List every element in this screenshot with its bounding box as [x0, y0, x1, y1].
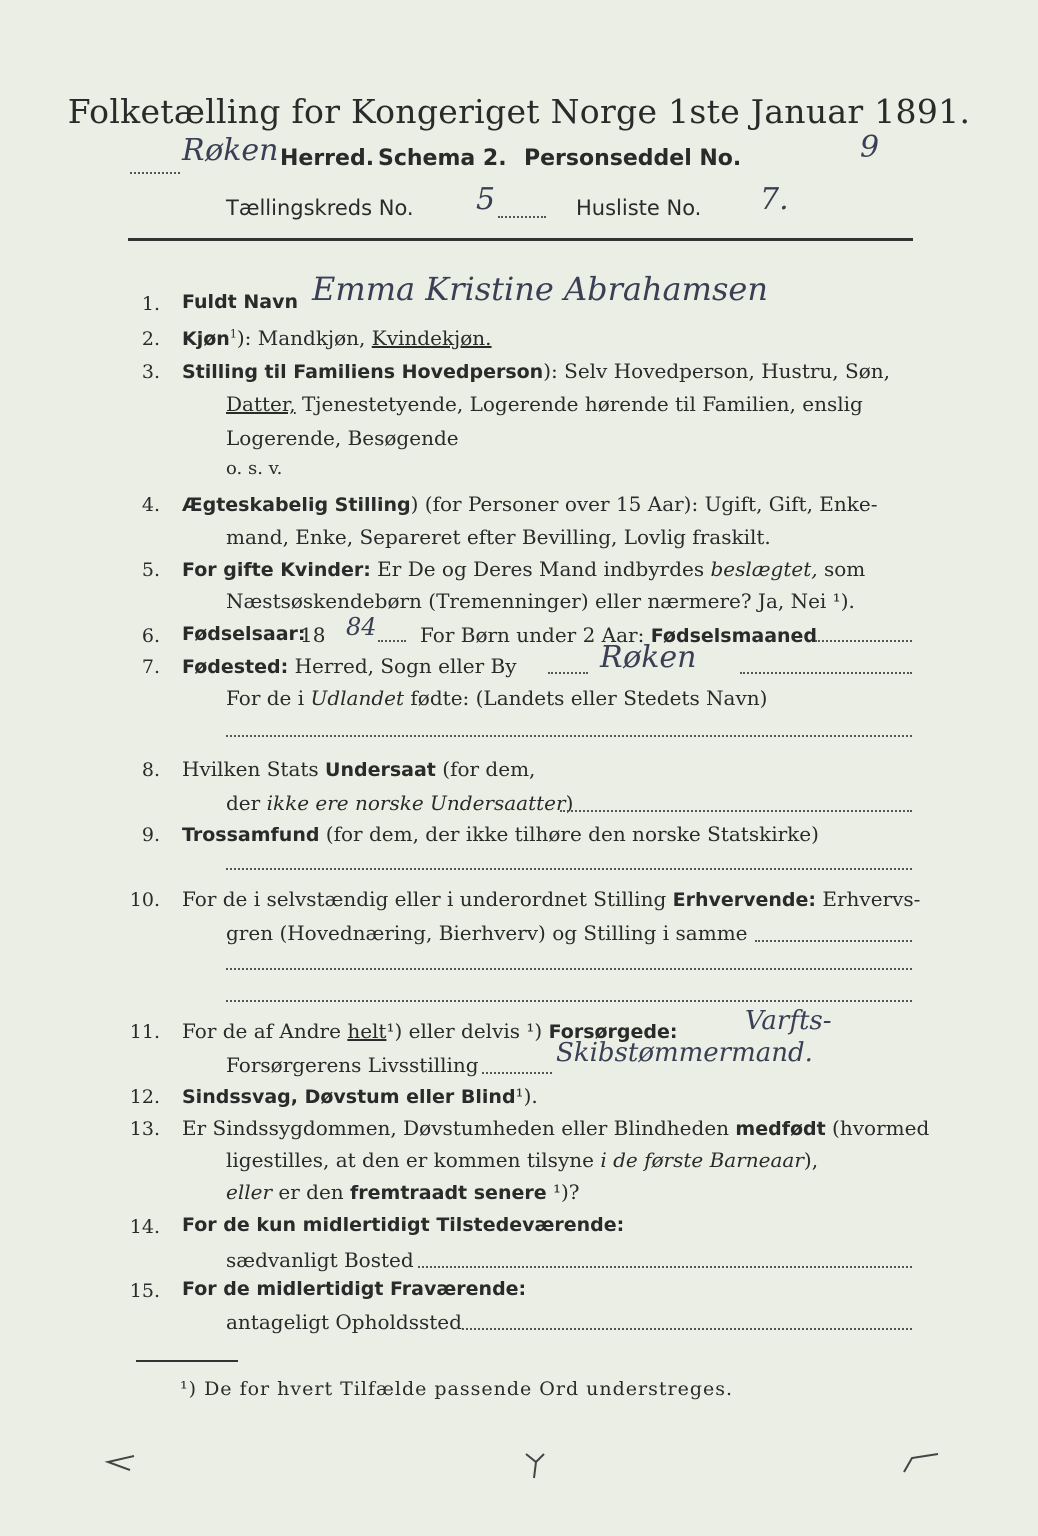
q11-text-a: For de af Andre	[182, 1019, 348, 1043]
q10-label: Erhvervende:	[672, 889, 817, 911]
q5-number: 5.	[141, 559, 160, 581]
q4-number: 4.	[141, 494, 160, 516]
q3-number: 3.	[141, 361, 160, 383]
q7-line2-b: fødte: (Landets eller Stedets Navn)	[404, 686, 768, 710]
q13-number: 13.	[129, 1118, 160, 1140]
personseddel-label: Personseddel No.	[524, 146, 742, 171]
q6-prefix: 18	[300, 623, 326, 647]
q9-text: (for dem, der ikke tilhøre den norske Statskirke)	[319, 822, 819, 846]
q8-text-b: (for dem,	[435, 757, 536, 781]
herred-label: Herred.	[280, 146, 375, 171]
q13-line3-italic: eller	[226, 1180, 273, 1204]
q7-line	[182, 654, 517, 678]
q8-number: 8.	[141, 759, 160, 781]
corner-mark-icon	[100, 1448, 140, 1478]
q5-text-b: som	[817, 557, 866, 581]
q3-line2-text: Tjenestetyende, Logerende hørende til Familien, enslig	[295, 392, 863, 416]
schema-label: Schema 2.	[378, 146, 507, 171]
personseddel-value: 9	[860, 130, 880, 165]
q13-text-a: Er Sindssygdommen, Døvstumheden eller Blindheden	[182, 1116, 736, 1140]
footnote-rule	[136, 1360, 238, 1362]
q13-line	[182, 1116, 929, 1140]
kreds-label: Tællingskreds No.	[226, 196, 414, 220]
q2-label: Kjøn	[182, 328, 230, 350]
q8-text-a: Hvilken Stats	[182, 757, 326, 781]
dotted-line	[740, 672, 912, 674]
q7-number: 7.	[141, 656, 160, 678]
q7-label: Fødested:	[182, 656, 289, 678]
q1-number: 1.	[141, 293, 160, 315]
q7-line2-italic: Udlandet	[310, 686, 405, 710]
q6-label2: Fødselsmaaned	[650, 625, 818, 647]
q8-line2-b: )	[565, 791, 574, 815]
q13-text-b: (hvormed	[825, 1116, 930, 1140]
husliste-value: 7.	[760, 182, 789, 217]
q8-label: Undersaat	[325, 759, 436, 781]
q2-underlined: Kvindekjøn.	[371, 326, 492, 350]
dotted-line	[548, 672, 588, 674]
q1-name-value: Emma Kristine Abrahamsen	[312, 270, 768, 308]
q5-line	[182, 557, 865, 581]
q10-line2: gren (Hovednæring, Bierhverv) og Stilling i samme	[226, 921, 748, 945]
q3-line3: Logerende, Besøgende	[226, 426, 459, 450]
q11-value: Varfts-	[745, 1006, 832, 1036]
q8-line2-a: der	[226, 791, 267, 815]
q8-line	[182, 757, 535, 781]
q7-place-value: Røken	[600, 640, 697, 675]
q15-line2: antageligt Opholdssted	[226, 1310, 462, 1334]
q11-helt: helt	[347, 1019, 387, 1043]
q6-label: Fødselsaar:	[182, 623, 306, 645]
kreds-value: 5	[476, 182, 496, 217]
q9-label: Trossamfund	[182, 824, 320, 846]
dotted-line	[462, 1328, 912, 1330]
q4-label: Ægteskabelig Stilling	[182, 494, 411, 516]
q11-label: Forsørgede:	[548, 1021, 678, 1043]
dotted-line	[226, 1000, 912, 1002]
q11-text-b: ¹) eller delvis ¹)	[386, 1019, 549, 1043]
dotted-line	[482, 1072, 552, 1074]
q13-line3-a: er den	[272, 1180, 351, 1204]
q15-number: 15.	[129, 1280, 160, 1302]
q13-line3-b: ¹)?	[546, 1180, 580, 1204]
dotted-line	[130, 172, 180, 174]
q1-label: Fuldt Navn	[182, 291, 299, 313]
q14-line2: sædvanligt Bosted	[226, 1248, 414, 1272]
dotted-line	[226, 735, 912, 737]
q13-line2	[226, 1148, 818, 1172]
q13-line2-a: ligestilles, at den er kommen tilsyne	[226, 1148, 601, 1172]
q14-label: For de kun midlertidigt Tilstedeværende:	[182, 1214, 625, 1236]
q6-text: For Børn under 2 Aar:	[420, 623, 651, 647]
q7-text: Herred, Sogn eller By	[288, 654, 517, 678]
q7-line2	[226, 686, 767, 710]
q12-label: Sindssvag, Døvstum eller Blind	[182, 1086, 516, 1108]
q4-line	[182, 492, 878, 516]
q3-datter: Datter,	[226, 392, 296, 416]
q11-number: 11.	[129, 1021, 160, 1043]
q3-line2	[226, 392, 863, 416]
dotted-line	[560, 810, 912, 812]
q11-value2: Skibstømmermand.	[556, 1038, 813, 1068]
husliste-label: Husliste No.	[576, 196, 702, 220]
q4-line2: mand, Enke, Separeret efter Bevilling, Lovlig fraskilt.	[226, 525, 771, 549]
q4-text: ) (for Personer over 15 Aar): Ugift, Gift, Enke-	[410, 492, 878, 516]
q13-line3	[226, 1180, 580, 1204]
q13-line3-label: fremtraadt senere	[350, 1182, 547, 1204]
q5-label: For gifte Kvinder:	[182, 559, 371, 581]
corner-mark-icon	[520, 1448, 550, 1484]
q2-line	[182, 326, 492, 350]
q3-line	[182, 359, 890, 383]
herred-value: Røken	[182, 133, 279, 168]
q3-line4: o. s. v.	[226, 458, 283, 479]
footnote: ¹) De for hvert Tilfælde passende Ord understreges.	[180, 1378, 734, 1400]
corner-mark-icon	[898, 1448, 942, 1478]
dotted-line	[418, 1266, 912, 1268]
q13-label: medfødt	[735, 1118, 826, 1140]
q12-text: ¹).	[515, 1084, 538, 1108]
q10-text-b: Erhvervs-	[816, 887, 921, 911]
q10-line	[182, 887, 920, 911]
q13-line2-italic: i de første Barneaar	[600, 1148, 804, 1172]
q13-line2-b: ),	[803, 1148, 819, 1172]
q12-line	[182, 1084, 538, 1108]
q2-text: ): Mandkjøn,	[236, 326, 372, 350]
q5-line2: Næstsøskendebørn (Tremenninger) eller nærmere? Ja, Nei ¹).	[226, 589, 855, 613]
q2-sup: 1	[229, 327, 237, 341]
form-title: Folketælling for Kongeriget Norge 1ste Januar 1891.	[67, 92, 971, 131]
q3-text: ): Selv Hovedperson, Hustru, Søn,	[543, 359, 890, 383]
q10-number: 10.	[129, 889, 160, 911]
q14-number: 14.	[129, 1216, 160, 1238]
q6-number: 6.	[141, 625, 160, 647]
dotted-line	[226, 868, 912, 870]
q10-text-a: For de i selvstændig eller i underordnet Stilling	[182, 887, 673, 911]
dotted-line	[226, 968, 912, 970]
q9-number: 9.	[141, 824, 160, 846]
q12-number: 12.	[129, 1086, 160, 1108]
q3-label: Stilling til Familiens Hovedperson	[182, 361, 544, 383]
dotted-line	[755, 940, 912, 942]
q8-line2-italic: ikke ere norske Undersaatter	[266, 791, 566, 815]
dotted-line	[378, 640, 406, 642]
q6-year-value: 84	[346, 613, 377, 641]
q8-line2	[226, 791, 573, 815]
q5-text-italic: beslægtet,	[710, 557, 818, 581]
dotted-line	[498, 216, 546, 218]
q11-line2: Forsørgerens Livsstilling	[226, 1053, 479, 1077]
q7-line2-a: For de i	[226, 686, 311, 710]
q9-line	[182, 822, 819, 846]
q5-text-a: Er De og Deres Mand indbyrdes	[370, 557, 711, 581]
q15-label: For de midlertidigt Fraværende:	[182, 1278, 527, 1300]
header-rule	[128, 238, 913, 241]
q2-number: 2.	[141, 328, 160, 350]
dotted-line	[815, 640, 912, 642]
